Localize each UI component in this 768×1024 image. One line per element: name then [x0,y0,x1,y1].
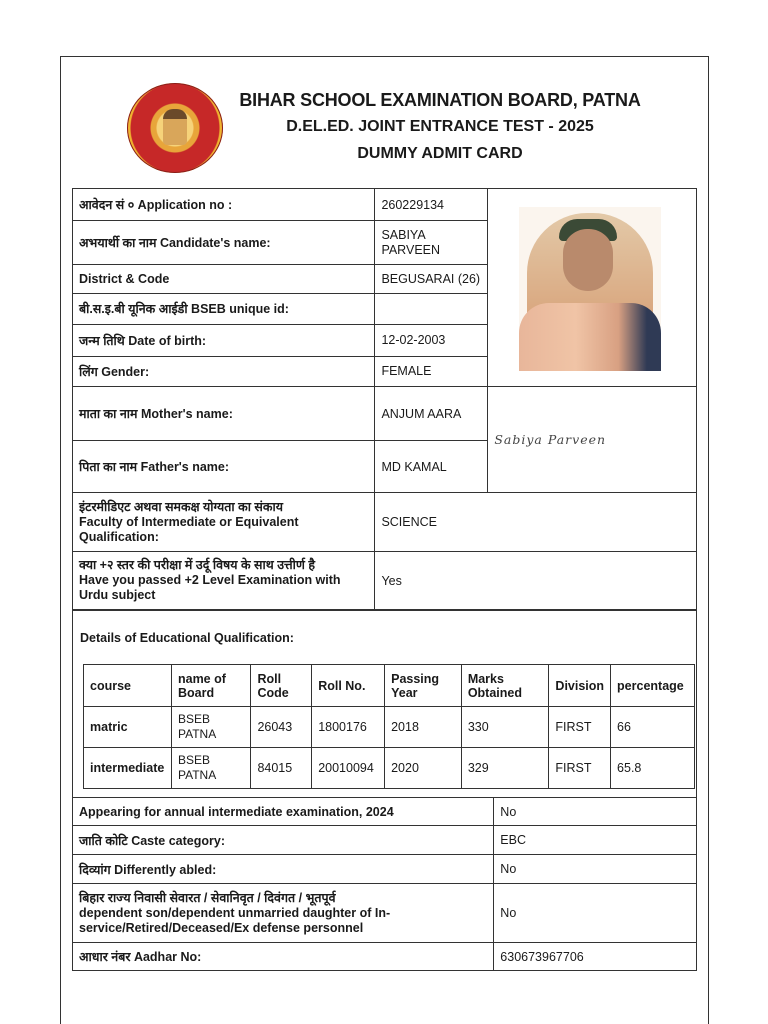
dob-value: 12-02-2003 [375,324,488,356]
cell-board: BSEB PATNA [171,748,250,789]
mother-name-value: ANJUM AARA [375,387,488,441]
urdu-value: Yes [375,552,697,610]
bseb-id-value [375,293,488,324]
col-division: Division [549,665,611,707]
row-application-no [73,189,697,221]
cell-percentage: 65.8 [611,748,695,789]
cell-roll-code: 26043 [251,707,312,748]
aadhar-label: आधार नंबर Aadhar No: [73,943,494,971]
cell-passing-year: 2020 [385,748,462,789]
application-no-value: 260229134 [375,189,488,221]
father-name-value: MD KAMAL [375,441,488,493]
application-no-label: आवेदन सं ० Application no : [73,189,375,221]
row-dependent [73,884,697,943]
photo-cell [488,189,697,387]
education-title: Details of Educational Qualification: [80,631,294,645]
candidate-name-label: अभयार्थी का नाम Candidate's name: [73,221,375,265]
exam-title: D.EL.ED. JOINT ENTRANCE TEST - 2025 [286,118,594,135]
appearing-label: Appearing for annual intermediate examination, 2024 [73,798,494,826]
district-label: District & Code [73,265,375,293]
mother-name-label: माता का नाम Mother's name: [73,387,375,441]
cell-percentage: 66 [611,707,695,748]
appearing-value: No [494,798,697,826]
education-table [83,664,695,789]
col-roll-code: Roll Code [251,665,312,707]
candidate-details-table [72,188,697,610]
urdu-label [73,552,375,610]
disabled-value: No [494,855,697,884]
cell-roll-no: 20010094 [312,748,385,789]
table-row [84,748,695,789]
bseb-id-label: बी.स.इ.बी यूनिक आईडी BSEB unique id: [73,293,375,324]
education-section [72,610,697,798]
gender-label: लिंग Gender: [73,356,375,386]
cell-marks: 330 [461,707,549,748]
other-details-table [72,797,697,971]
cell-course: matric [84,707,172,748]
row-disabled [73,855,697,884]
row-aadhar [73,943,697,971]
cell-board: BSEB PATNA [171,707,250,748]
urdu-label-english: Have you passed +2 Level Examination with Urdu subject [79,573,341,602]
bseb-seal-logo [127,83,223,173]
disabled-label: दिव्यांग Differently abled: [73,855,494,884]
cell-roll-code: 84015 [251,748,312,789]
candidate-photo [519,207,661,371]
gender-value: FEMALE [375,356,488,386]
faculty-label-english: Faculty of Intermediate or Equivalent Qualification: [79,514,299,544]
row-appearing [73,798,697,826]
faculty-label [73,493,375,552]
candidate-signature: Sabiya Parveen [488,387,697,493]
caste-label: जाति कोटि Caste category: [73,826,494,855]
cell-division: FIRST [549,748,611,789]
cell-course: intermediate [84,748,172,789]
col-board: name of Board [171,665,250,707]
col-percentage: percentage [611,665,695,707]
dependent-label-english: dependent son/dependent unmarried daughter of In-service/Retired/Deceased/Ex defense personnel [79,905,391,935]
row-mother [73,387,697,441]
urdu-label-hindi: क्या +२ स्तर की परीक्षा में उर्दू विषय के साथ उत्तीर्ण है [79,558,316,572]
cell-division: FIRST [549,707,611,748]
dependent-value: No [494,884,697,943]
row-faculty [73,493,697,552]
dob-label: जन्म तिथि Date of birth: [73,324,375,356]
table-row [84,707,695,748]
col-roll-no: Roll No. [312,665,385,707]
col-marks: Marks Obtained [461,665,549,707]
cell-roll-no: 1800176 [312,707,385,748]
cell-passing-year: 2018 [385,707,462,748]
faculty-label-hindi: इंटरमीडिएट अथवा समकक्ष योग्यता का संकाय [79,499,283,514]
row-urdu [73,552,697,610]
district-value: BEGUSARAI (26) [375,265,488,293]
candidate-name-value: SABIYA PARVEEN [375,221,488,265]
faculty-value: SCIENCE [375,493,697,552]
dependent-label [73,884,494,943]
father-name-label: पिता का नाम Father's name: [73,441,375,493]
cell-marks: 329 [461,748,549,789]
document-type: DUMMY ADMIT CARD [357,145,523,162]
row-caste [73,826,697,855]
col-passing-year: Passing Year [385,665,462,707]
aadhar-value: 630673967706 [494,943,697,971]
board-title: BIHAR SCHOOL EXAMINATION BOARD, PATNA [239,90,641,110]
col-course: course [84,665,172,707]
dependent-label-hindi: बिहार राज्य निवासी सेवारत / सेवानिवृत / दिवंगत / भूतपूर्व [79,890,336,905]
seal-figure-icon [163,109,187,145]
education-header-row [84,665,695,707]
caste-value: EBC [494,826,697,855]
